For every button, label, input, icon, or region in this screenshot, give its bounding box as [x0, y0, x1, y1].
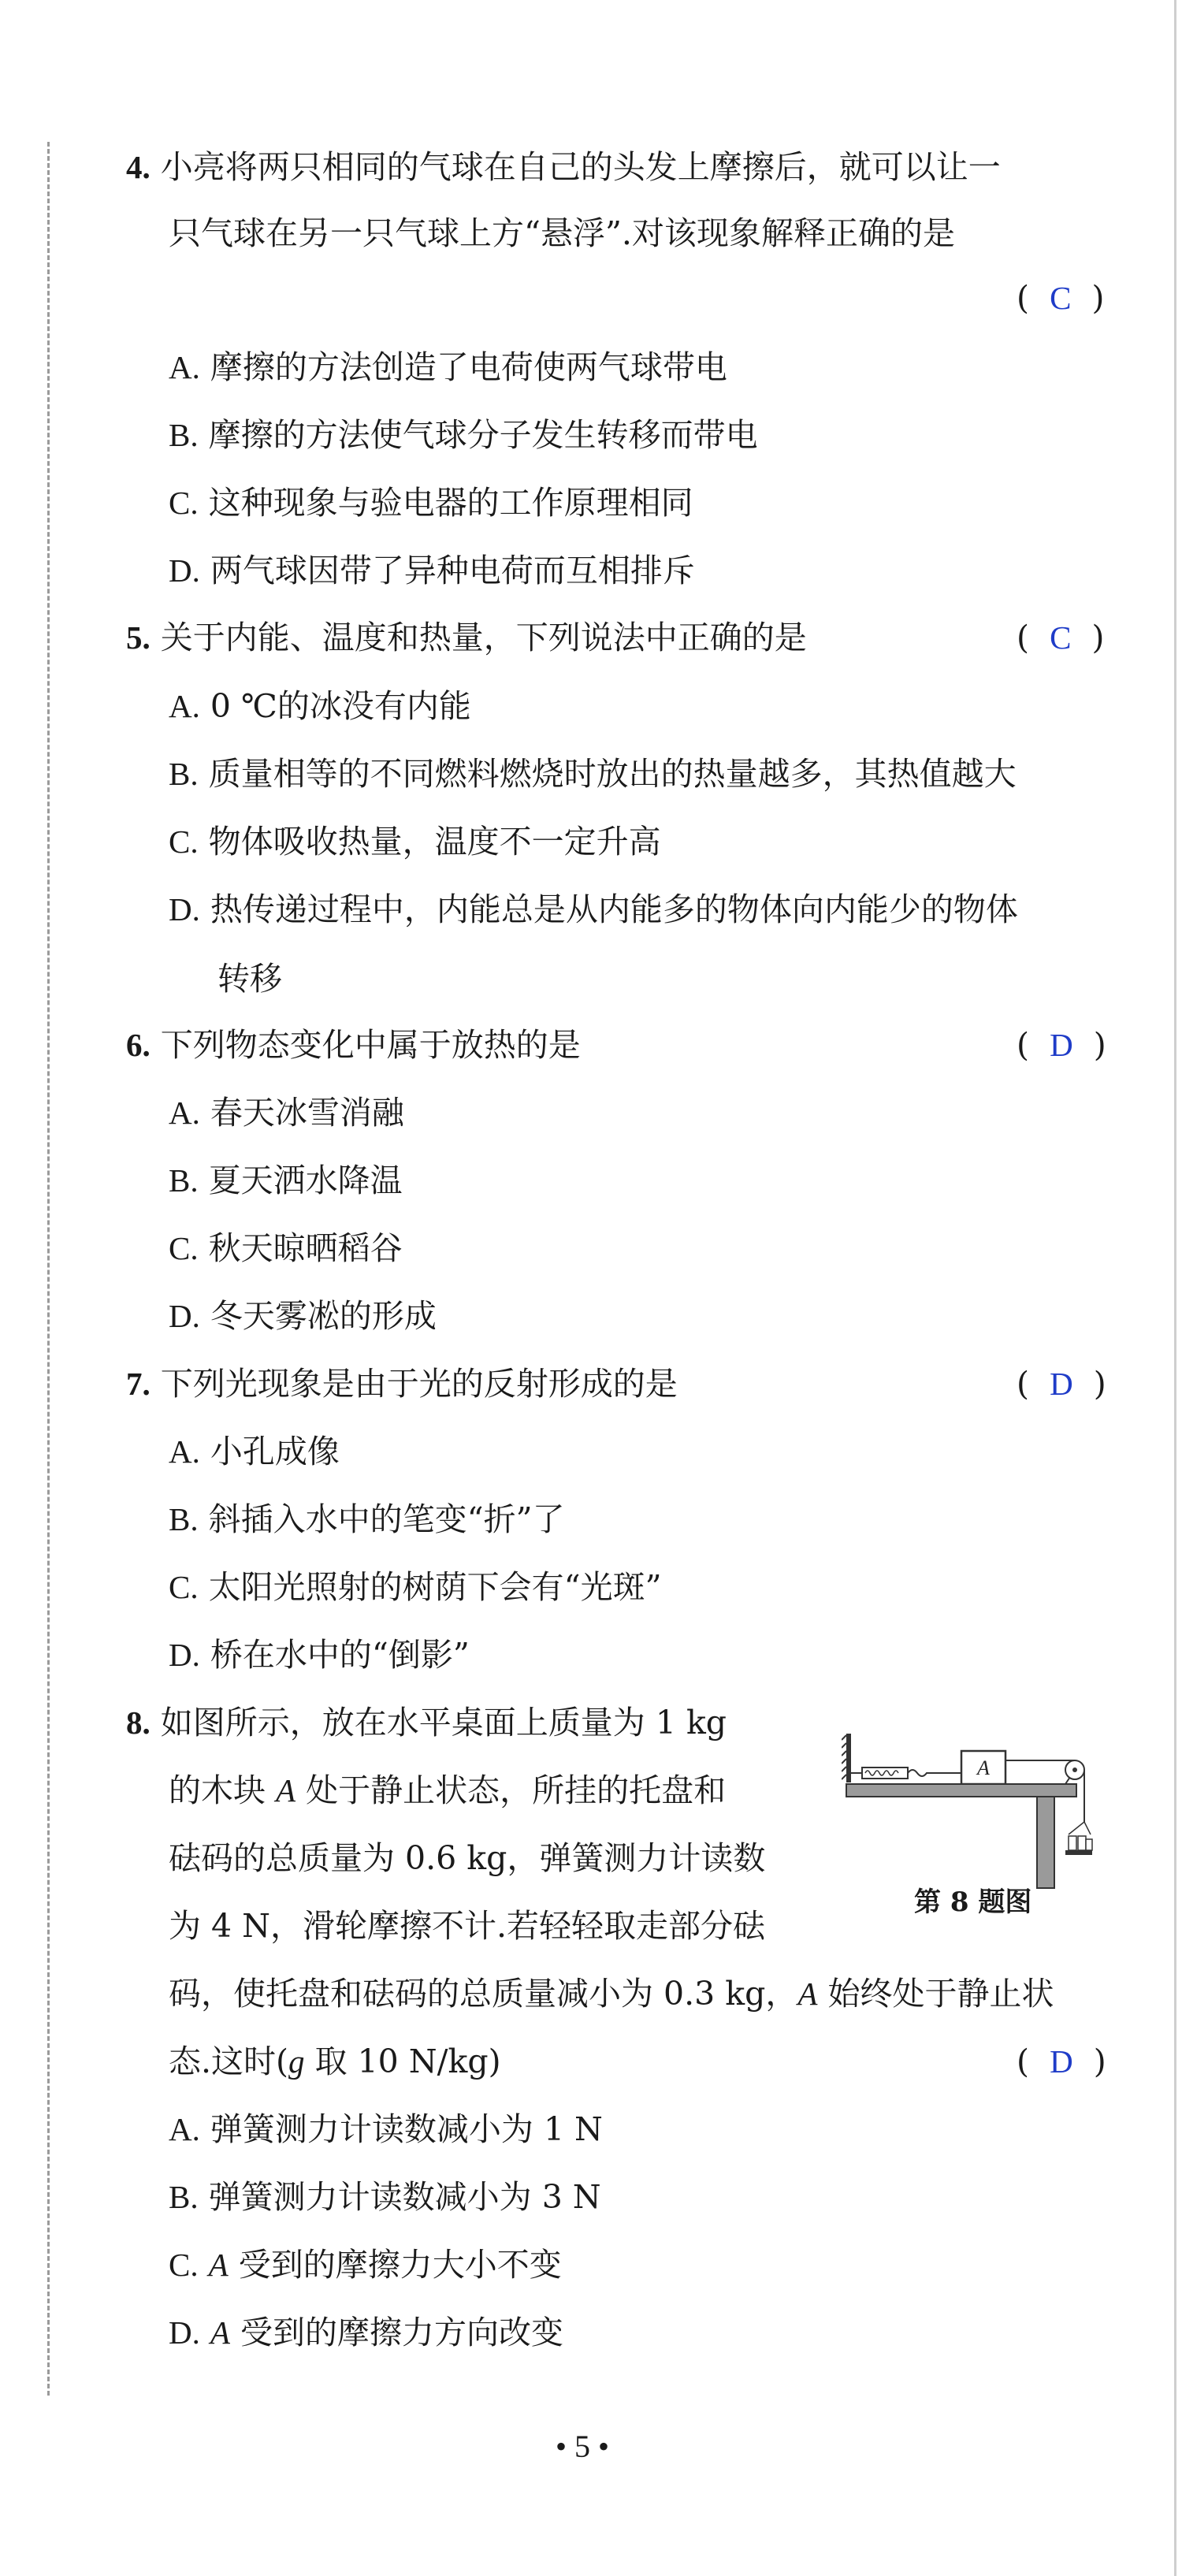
wall	[846, 1734, 851, 1782]
weight-1	[1069, 1836, 1076, 1850]
weight-3	[1086, 1839, 1092, 1850]
q4-answer: C	[1050, 280, 1072, 316]
q4-stem-line1	[126, 147, 1001, 188]
q5-option-a: A. 0 ℃的冰没有内能	[169, 687, 471, 725]
q4-option-c: C. 这种现象与验电器的工作原理相同	[169, 484, 693, 522]
q7-option-b: B. 斜插入水中的笔变“折”了	[169, 1500, 565, 1538]
q8-option-c: C. A 受到的摩擦力大小不变	[169, 2246, 562, 2284]
q5-option-d-continued: 转移	[217, 960, 282, 998]
q8-stem-line3: 砝码的总质量为 0.6 kg，弹簧测力计读数	[169, 1839, 766, 1877]
q4-option-b: B. 摩擦的方法使气球分子发生转移而带电	[169, 416, 758, 454]
q6-option-d: D. 冬天雾凇的形成	[169, 1297, 437, 1335]
spring-scale	[862, 1768, 908, 1779]
wall-hatching	[842, 1735, 846, 1779]
q7-option-c: C. 太阳光照射的树荫下会有“光斑”	[169, 1568, 662, 1606]
q6-stem-line1	[126, 1024, 581, 1065]
q6-answer: D	[1050, 1027, 1073, 1063]
q7-option-d: D. 桥在水中的“倒影”	[169, 1636, 470, 1674]
q6-number: 6.	[126, 1027, 151, 1063]
q7-option-a: A. 小孔成像	[169, 1433, 340, 1470]
q4-option-a: A. 摩擦的方法创造了电荷使两气球带电	[169, 348, 727, 386]
q8-figure-caption: 第 8 题图	[914, 1886, 1032, 1918]
page-number: • 5 •	[556, 2429, 610, 2464]
block-a-label: A	[977, 1756, 990, 1779]
tray	[1065, 1850, 1092, 1855]
q4-answer-bracket: ( C )	[1017, 279, 1105, 317]
page-edge	[1174, 0, 1176, 2576]
q4-stem-line2: 只气球在另一只气球上方“悬浮”.对该现象解释正确的是	[169, 214, 955, 252]
q5-option-d: D. 热传递过程中，内能总是从内能多的物体向内能少的物体	[169, 890, 1018, 928]
table-leg	[1037, 1797, 1054, 1888]
q8-stem-line5: 码，使托盘和砝码的总质量减小为 0.3 kg，A 始终处于静止状	[169, 1975, 1054, 2013]
q4-number: 4.	[126, 149, 151, 185]
q8-answer-bracket: ( D )	[1017, 2043, 1106, 2080]
q8-number: 8.	[126, 1704, 151, 1741]
hook-string	[908, 1770, 961, 1776]
q5-number: 5.	[126, 619, 151, 656]
q8-stem-line2: 的木块 A 处于静止状态，所挂的托盘和	[169, 1771, 727, 1809]
q8-option-d: D. A 受到的摩擦力方向改变	[169, 2314, 563, 2351]
q7-answer-bracket: ( D )	[1017, 1365, 1106, 1403]
q6-option-a: A. 春天冰雪消融	[169, 1094, 404, 1132]
q8-stem-line6: 态.这时(g 取 10 N/kg)	[169, 2043, 501, 2080]
q5-answer: C	[1050, 619, 1072, 656]
q7-number: 7.	[126, 1366, 151, 1402]
q6-option-b: B. 夏天洒水降温	[169, 1162, 403, 1199]
q8-answer: D	[1050, 2043, 1073, 2080]
q4-stem-text1: 小亮将两只相同的气球在自己的头发上摩擦后，就可以让一	[160, 148, 1001, 186]
q5-stem-line1	[126, 617, 807, 658]
q8-stem-line4: 为 4 N，滑轮摩擦不计.若轻轻取走部分砝	[169, 1907, 766, 1945]
q7-stem-line1	[126, 1363, 678, 1404]
q7-stem-text1: 下列光现象是由于光的反射形成的是	[160, 1365, 678, 1403]
q6-option-c: C. 秋天晾晒稻谷	[169, 1229, 403, 1267]
q8-option-b: B. 弹簧测力计读数减小为 3 N	[169, 2178, 601, 2216]
q8-figure	[842, 1734, 1094, 1891]
weight-2	[1078, 1836, 1086, 1850]
q5-option-c: C. 物体吸收热量，温度不一定升高	[169, 823, 661, 861]
q6-answer-bracket: ( D )	[1017, 1026, 1106, 1064]
margin-dashed-line	[47, 142, 50, 2396]
q5-answer-bracket: ( C )	[1017, 619, 1105, 656]
q8-stem-line1	[126, 1702, 727, 1743]
table-top	[846, 1784, 1076, 1797]
q8-stem-text1: 如图所示，放在水平桌面上质量为 1 kg	[160, 1704, 727, 1741]
q5-stem-text1: 关于内能、温度和热量，下列说法中正确的是	[160, 619, 807, 656]
q6-stem-text1: 下列物态变化中属于放热的是	[160, 1026, 581, 1064]
q4-option-d: D. 两气球因带了异种电荷而互相排斥	[169, 552, 695, 589]
q5-option-b: B. 质量相等的不同燃料燃烧时放出的热量越多，其热值越大	[169, 755, 1017, 793]
q7-answer: D	[1050, 1366, 1073, 1402]
q8-option-a: A. 弹簧测力计读数减小为 1 N	[169, 2110, 603, 2148]
